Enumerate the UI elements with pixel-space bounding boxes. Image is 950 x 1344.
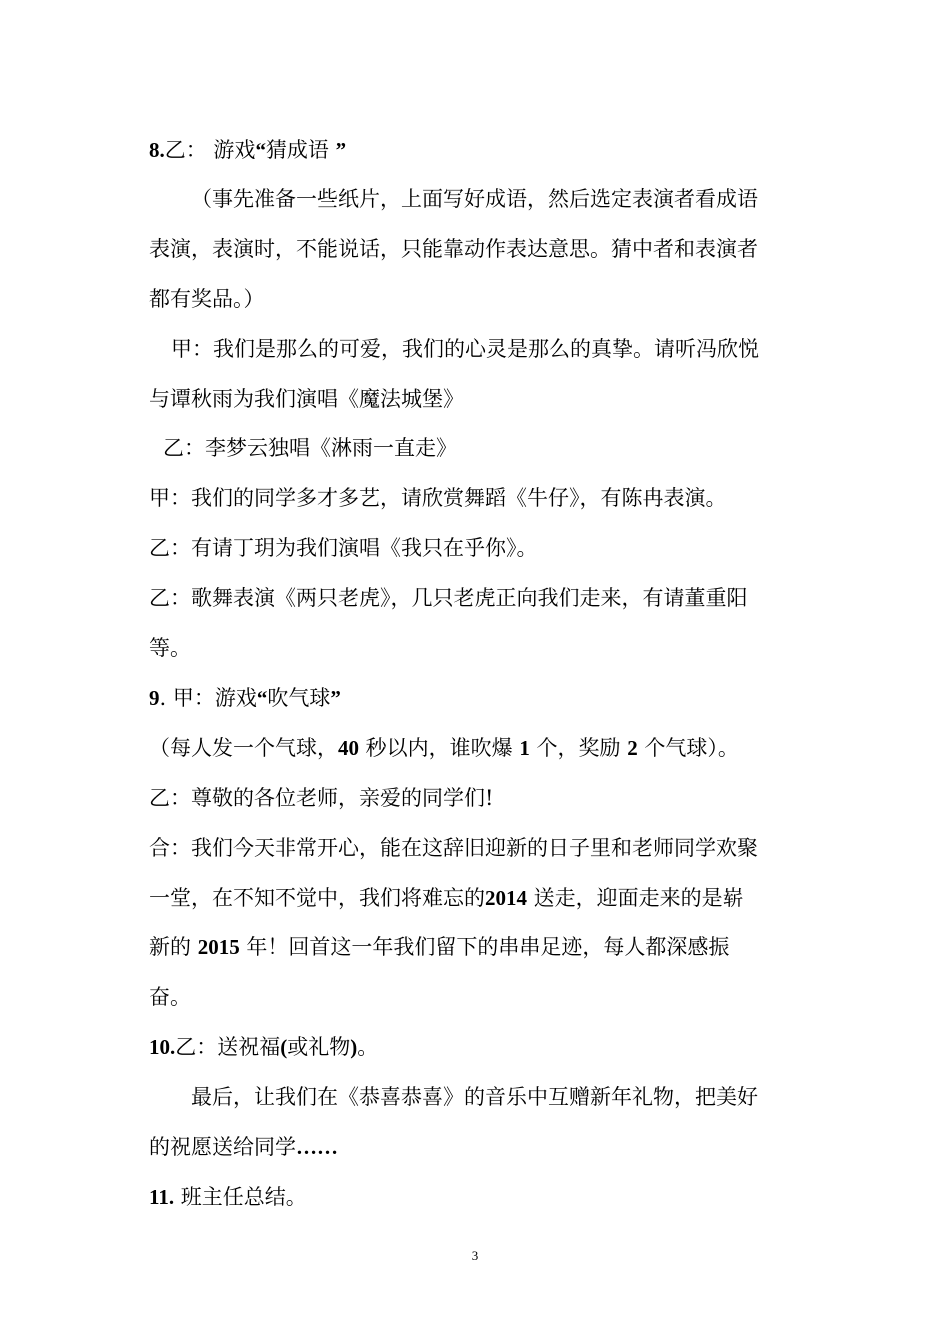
line-text: 吹气球 (267, 686, 331, 710)
line-text: 个气球）。 (637, 736, 739, 760)
paragraph-line (149, 1133, 338, 1161)
item-number: 10. (149, 1035, 176, 1059)
line-item-8 (149, 136, 346, 164)
bracket-mark: ) (350, 1035, 358, 1059)
bracket-mark: ( (280, 1035, 288, 1059)
line-text: 新的 (149, 935, 198, 959)
line-text: 个，奖励 (529, 736, 628, 760)
quote-mark: ” (335, 138, 347, 162)
line-text: 或礼物 (287, 1035, 351, 1059)
paragraph-line: 乙：歌舞表演《两只老虎》，几只老虎正向我们走来，有请董重阳 (149, 586, 748, 610)
paragraph-line (149, 884, 744, 912)
line-text: 乙：送祝福 (175, 1035, 281, 1059)
line-text: . 甲：游戏 (159, 686, 257, 710)
paragraph-line: 乙：李梦云独唱《淋雨一直走》 (163, 436, 457, 460)
number-text: 2015 (197, 935, 240, 959)
number-text: 2 (627, 736, 638, 760)
item-number: 8. (149, 138, 165, 162)
line-text: 。 (357, 1035, 379, 1059)
line-item-9 (149, 684, 341, 712)
paragraph-line (149, 734, 739, 762)
line-text: 猜成语 (265, 138, 336, 162)
line-text: 年！回首这一年我们留下的串串足迹，每人都深感振 (239, 935, 730, 959)
number-text: 2014 (485, 886, 527, 910)
line-text: 乙： 游戏 (164, 138, 256, 162)
paragraph-line: 等。 (149, 636, 191, 660)
paragraph-line: 乙：有请丁玥为我们演唱《我只在乎你》。 (149, 536, 538, 560)
line-item-11 (149, 1183, 307, 1211)
line-text: 送走，迎面走来的是崭 (527, 886, 744, 910)
paragraph-line: 与谭秋雨为我们演唱《魔法城堡》 (149, 387, 464, 411)
paragraph-line: 甲：我们的同学多才多艺，请欣赏舞蹈《牛仔》，有陈冉表演。 (149, 486, 727, 510)
line-text: 的祝愿送给同学 (149, 1135, 296, 1159)
paragraph-line: 乙：尊敬的各位老师，亲爱的同学们! (149, 786, 494, 810)
line-item-10 (149, 1033, 378, 1061)
paragraph-line: 都有奖品。） (149, 287, 265, 311)
number-text: 1 (519, 736, 530, 760)
line-text: 秒以内，谁吹爆 (359, 736, 520, 760)
quote-mark: ” (330, 686, 341, 710)
page-number: 3 (471, 1248, 479, 1263)
paragraph-line: 奋。 (149, 985, 191, 1009)
paragraph-line: 最后，让我们在《恭喜恭喜》的音乐中互赠新年礼物，把美好 (191, 1085, 758, 1109)
paragraph-line: 合：我们今天非常开心，能在这辞旧迎新的日子里和老师同学欢聚 (149, 836, 758, 860)
quote-mark: “ (255, 138, 266, 162)
line-text: （每人发一个气球， (149, 736, 338, 760)
number-text: 40 (338, 736, 359, 760)
paragraph-line: 甲：我们是那么的可爱，我们的心灵是那么的真挚。请听冯欣悦 (171, 337, 759, 361)
line-text: 一堂，在不知不觉中，我们将难忘的 (149, 886, 485, 910)
quote-mark: “ (256, 686, 268, 710)
item-number: 11. (149, 1185, 175, 1209)
ellipsis-mark: …… (296, 1135, 338, 1159)
line-text: 班主任总结。 (174, 1185, 307, 1209)
paragraph-line: （事先准备一些纸片，上面写好成语，然后选定表演者看成语 (191, 187, 758, 211)
item-number: 9 (149, 686, 160, 710)
paragraph-line: 表演，表演时，不能说话，只能靠动作表达意思。猜中者和表演者 (149, 237, 758, 261)
paragraph-line (149, 933, 729, 961)
